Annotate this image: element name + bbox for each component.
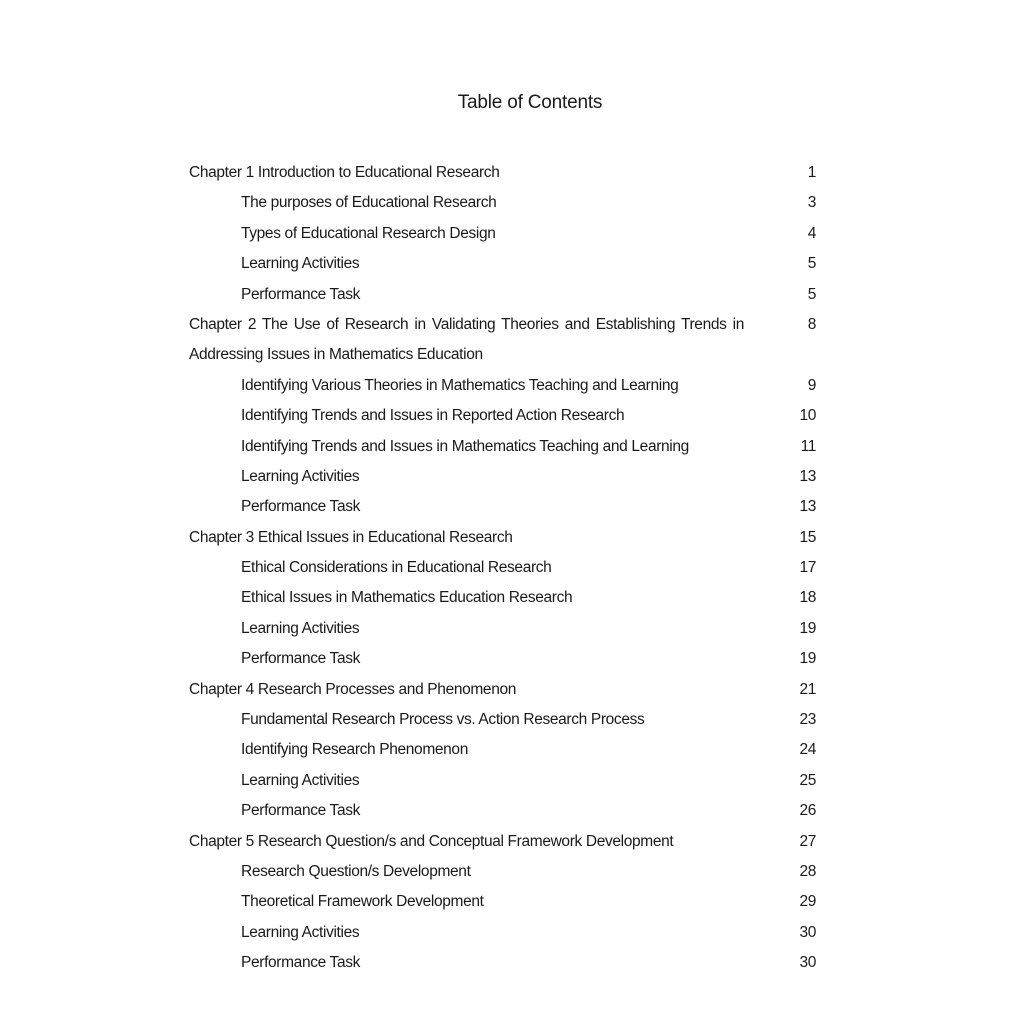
toc-entry-label: Ethical Considerations in Educational Research (241, 559, 552, 577)
toc-entry-page-number: 9 (807, 376, 816, 394)
toc-entry-label: Research Question/s Development (241, 862, 471, 880)
toc-entry-page-number: 5 (807, 285, 816, 303)
toc-entry-chapter (189, 675, 829, 705)
toc-entry-page-number: 13 (799, 467, 816, 485)
toc-entry-label: Fundamental Research Process vs. Action Research Process (241, 711, 645, 729)
toc-title: Table of Contents (457, 92, 603, 113)
toc-entry-page-number: 11 (800, 437, 816, 455)
toc-entry-page-number: 24 (799, 741, 816, 759)
toc-entry-label: Learning Activities (241, 619, 360, 637)
toc-entry-chapter (189, 158, 829, 188)
toc-entry-section (189, 766, 829, 796)
toc-entry-page-number: 17 (799, 559, 816, 577)
toc-entry-chapter (189, 827, 829, 857)
toc-entry-label: Chapter 1 Introduction to Educational Research (189, 164, 500, 181)
toc-entry-chapter (189, 523, 829, 553)
toc-entry-page-number: 30 (799, 954, 816, 972)
toc-entry-page-number: 23 (799, 711, 816, 729)
toc-entry-label: Identifying Research Phenomenon (241, 741, 468, 759)
toc-entry-label: Identifying Trends and Issues in Mathematics Teaching and Learning (241, 437, 689, 455)
toc-entry-label: Performance Task (241, 498, 361, 516)
toc-entry-section (189, 401, 829, 431)
toc-entry-page-number: 3 (807, 194, 816, 212)
toc-entry-page-number: 25 (799, 771, 816, 789)
toc-entry-page-number: 28 (799, 862, 816, 880)
toc-entry-label: Theoretical Framework Development (241, 893, 484, 911)
toc-entry-label: Chapter 5 Research Question/s and Conceptual Framework Development (189, 832, 674, 850)
toc-entry-section (189, 796, 829, 826)
toc-entry-section (189, 280, 829, 310)
toc-entry-section (189, 857, 829, 887)
toc-entry-label: Identifying Trends and Issues in Reported Action Research (241, 407, 625, 425)
toc-entry-label: Learning Activities (241, 255, 360, 273)
toc-entry-section (189, 219, 829, 249)
toc-entry-section (189, 553, 829, 583)
toc-entry-section (189, 705, 829, 735)
toc-entry-label: Chapter 2 The Use of Research in Validating Theories and Establishing Trends in (189, 315, 744, 333)
toc-entry-label: Chapter 3 Ethical Issues in Educational Research (189, 528, 513, 546)
toc-entry-page-number: 15 (799, 528, 816, 546)
toc-entry-page-number: 29 (799, 893, 816, 911)
toc-entry-label: Types of Educational Research Design (241, 224, 496, 242)
toc-entry-section (189, 887, 829, 917)
toc-entry-section (189, 249, 829, 279)
toc-entry-section (189, 432, 829, 462)
toc-entry-label: Identifying Various Theories in Mathematics Teaching and Learning (241, 376, 679, 394)
toc-entry-label: Performance Task (241, 954, 361, 972)
toc-entry-page-number: 8 (807, 315, 816, 333)
toc-entry-section (189, 583, 829, 613)
toc-entry-label: Learning Activities (241, 923, 360, 941)
toc-entry-label: Learning Activities (241, 771, 360, 789)
toc-entry-label: Chapter 4 Research Processes and Phenomenon (189, 680, 517, 698)
toc-entry-page-number: 30 (799, 923, 816, 941)
toc-entry-page-number: 21 (799, 680, 816, 698)
toc-entry-page-number: 19 (799, 619, 816, 637)
toc-entry-page-number: 1 (807, 164, 816, 181)
toc-entry-section (189, 188, 829, 218)
toc-entry-page-number: 18 (799, 589, 816, 607)
toc-entry-section (189, 462, 829, 492)
toc-entry-page-number: 26 (799, 802, 816, 820)
toc-entry-label: Performance Task (241, 650, 361, 668)
toc-entry-chapter (189, 340, 829, 370)
toc-entry-section (189, 644, 829, 674)
toc-entry-section (189, 371, 829, 401)
toc-entry-section (189, 948, 829, 978)
toc-entry-label: Performance Task (241, 285, 361, 303)
toc-entry-label: Addressing Issues in Mathematics Education (189, 346, 483, 364)
toc-entry-section (189, 614, 829, 644)
toc-entry-section (189, 918, 829, 948)
toc-entry-page-number: 5 (807, 255, 816, 273)
toc-entry-section (189, 735, 829, 765)
toc-entry-chapter (189, 310, 829, 340)
toc-entry-section (189, 492, 829, 522)
toc-entry-label: The purposes of Educational Research (241, 194, 497, 212)
toc-entry-label: Ethical Issues in Mathematics Education Research (241, 589, 573, 607)
toc-entry-page-number: 10 (799, 407, 816, 425)
toc-entry-page-number: 13 (799, 498, 816, 516)
toc-entry-page-number: 19 (799, 650, 816, 668)
toc-list (189, 158, 829, 979)
toc-entry-label: Performance Task (241, 802, 361, 820)
toc-entry-label: Learning Activities (241, 467, 360, 485)
toc-entry-page-number: 4 (807, 224, 816, 242)
toc-entry-page-number: 27 (799, 832, 816, 850)
